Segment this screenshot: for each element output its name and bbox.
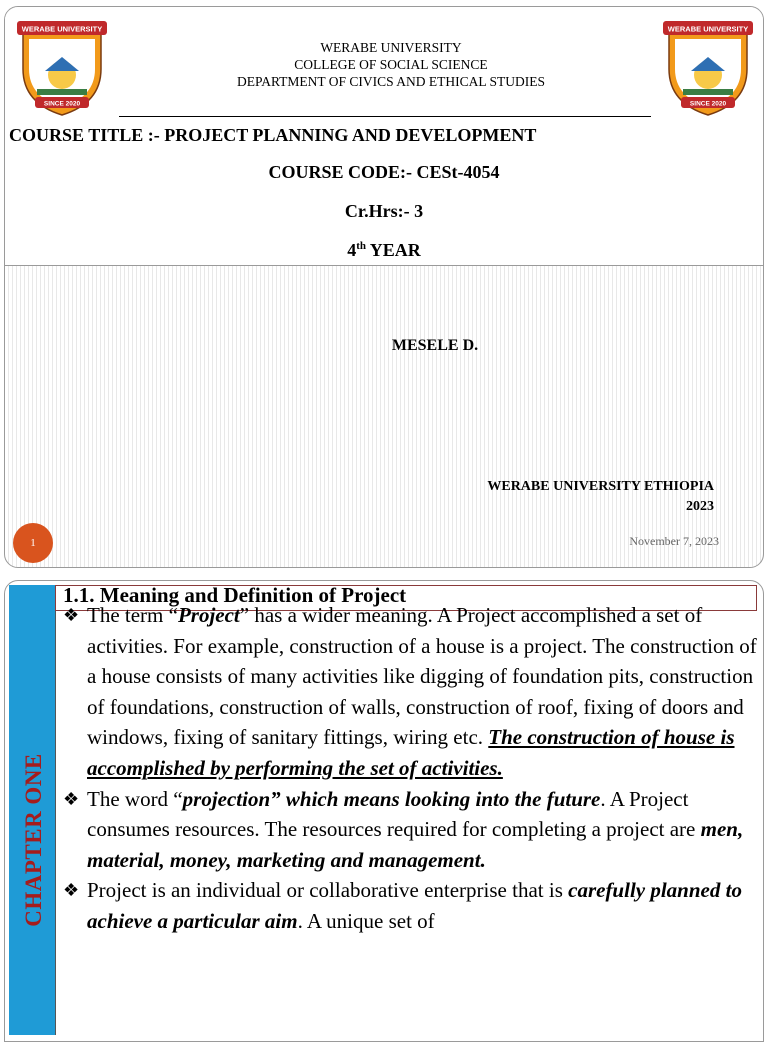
chapter-sidebar bbox=[9, 585, 56, 1035]
bullet-diamond-icon: ❖ bbox=[63, 788, 80, 809]
bullet-text: Project is an individual or collaborative enterprise that is bbox=[87, 878, 569, 903]
bullet-emphasis: projection” which means looking into the future bbox=[182, 786, 601, 811]
slide-header bbox=[5, 7, 763, 266]
bullet-text: The word “ bbox=[87, 786, 183, 811]
bullet-text: . A unique set of bbox=[297, 908, 435, 933]
list-item bbox=[63, 600, 759, 784]
university-logo bbox=[13, 17, 111, 117]
bullet-text: The term “ bbox=[87, 603, 178, 627]
year-number: 4 bbox=[347, 240, 357, 260]
course-title: COURSE TITLE :- PROJECT PLANNING AND DEVELOPMENT bbox=[9, 125, 537, 145]
year-word: YEAR bbox=[365, 240, 421, 260]
chapter-label: CHAPTER ONE bbox=[21, 753, 46, 927]
slide-date: November 7, 2023 bbox=[629, 534, 719, 548]
slide-body bbox=[63, 600, 759, 937]
year-suffix: th bbox=[356, 240, 366, 252]
section-title: 1.1. Meaning and Definition of Project bbox=[63, 583, 407, 607]
university-name: WERABE UNIVERSITY bbox=[320, 40, 462, 55]
course-code: COURSE CODE:- CESt-4054 bbox=[268, 162, 500, 182]
header-divider bbox=[119, 116, 651, 117]
bullet-text: . A Project consumes resources. The resources required for completing a project are bbox=[87, 786, 701, 842]
bullet-emphasis: men, material, money, marketing and management. bbox=[87, 817, 744, 872]
study-year bbox=[5, 240, 763, 261]
university-logo bbox=[659, 17, 757, 117]
credit-hours: Cr.Hrs:- 3 bbox=[344, 201, 424, 221]
logo-bottom-text: SINCE 2020 bbox=[689, 100, 727, 108]
content-slide bbox=[4, 580, 764, 1042]
affiliation-year: 2023 bbox=[686, 499, 714, 514]
logo-bottom-text: SINCE 2020 bbox=[43, 100, 81, 108]
department-name: DEPARTMENT OF CIVICS AND ETHICAL STUDIES bbox=[236, 74, 546, 89]
bullet-diamond-icon: ❖ bbox=[63, 880, 80, 901]
author-name: MESELE D. bbox=[391, 337, 479, 354]
bullet-emphasis: carefully planned to achieve a particular aim bbox=[87, 878, 742, 933]
college-name: COLLEGE OF SOCIAL SCIENCE bbox=[294, 57, 488, 72]
bullet-diamond-icon: ❖ bbox=[63, 605, 80, 625]
title-slide bbox=[4, 6, 764, 568]
bullet-emphasis-underlined: The construction of house is accomplished by performing the set of activities. bbox=[87, 725, 735, 780]
list-item bbox=[63, 875, 759, 936]
bullet-text: ” has a wider meaning. A Project accomplished a set of activities. For example, construction of a house is a project. The construction of a house consists of many activities like digging of foundation pits, construction of foundations, construction of walls, construction of roof, fixing of doors and windows, fixing of sanitary fittings, wiring etc. bbox=[87, 603, 757, 750]
list-item bbox=[63, 784, 759, 876]
logo-top-text: WERABE UNIVERSITY bbox=[21, 24, 103, 34]
slide-number-badge: 1 bbox=[13, 523, 53, 563]
university-country: WERABE UNIVERSITY ETHIOPIA bbox=[487, 479, 714, 494]
bullet-emphasis: Project bbox=[177, 603, 240, 627]
footer-affiliation bbox=[365, 477, 714, 517]
logo-top-text: WERABE UNIVERSITY bbox=[667, 24, 749, 34]
